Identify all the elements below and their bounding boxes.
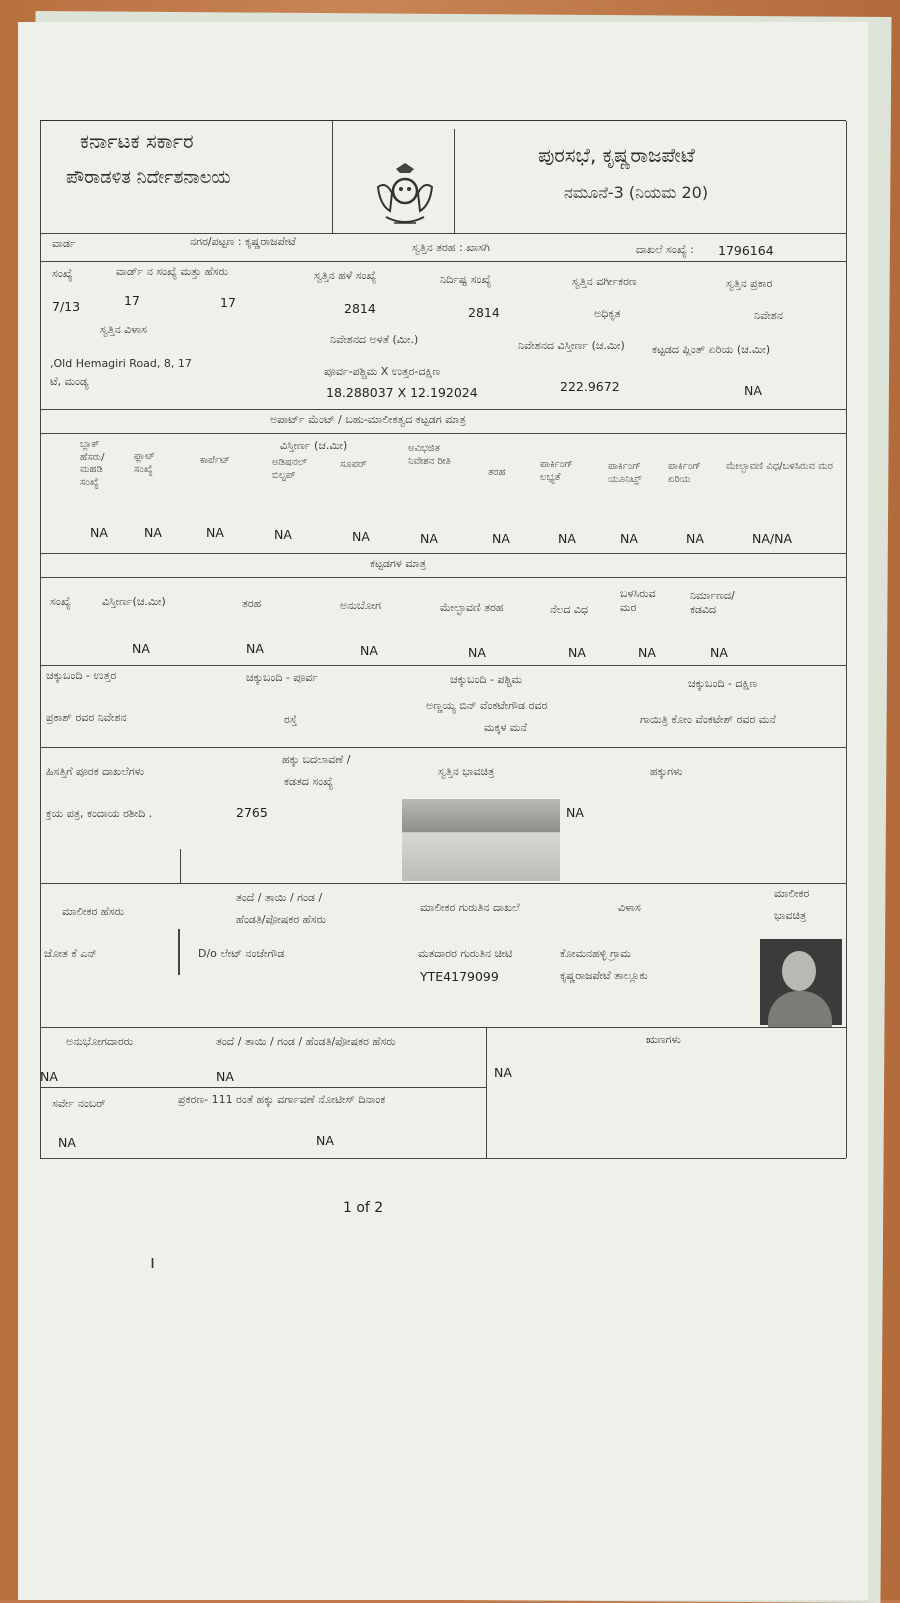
file-number: 2765 [236, 805, 268, 820]
row2-value-0: 7/13 [52, 299, 81, 314]
apartment-header-0: ಬ್ಲಾಕ್ ಹೆಸರು/ ಮಹಡಿ ಸಂಖ್ಯೆ [80, 439, 105, 488]
building-value-6: NA [710, 645, 728, 660]
apartment-value-1: NA [144, 525, 162, 540]
row2-value-1: 17 [124, 293, 140, 308]
owner-name-label: ಮಾಲೀಕರ ಹೆಸರು [62, 905, 125, 918]
survey-label: ಸರ್ವೇ ನಂಬರ್ [52, 1097, 106, 1110]
page-number: 1 of 2 [343, 1200, 384, 1216]
apartment-header-9: ಪಾರ್ಕಿಂಗ್ ಏರಿಯ [668, 461, 701, 485]
apartment-value-6: NA [492, 531, 510, 546]
row2-label-0: ಸಂಖ್ಯೆ [52, 267, 73, 280]
row2-value-3: 2814 [344, 301, 376, 316]
apartment-value-7: NA [558, 531, 576, 546]
building-header-6: ಬಳಸಿರುವ ಮರ [620, 587, 656, 614]
boundary-north: ಪ್ರಕಾಶ್ ರವರ ನಿವೇಶನ [46, 711, 127, 724]
enjoyer-label: ಅನುಭೋಗದಾರರು [66, 1035, 134, 1048]
transfer-label-1: ಹಕ್ಕು ಬದಲಾವಣೆ / [282, 753, 351, 766]
building-value-5: NA [638, 645, 656, 660]
enjoyer-value-1: NA [40, 1069, 58, 1084]
apartment-header-4: ಸೂಪರ್ [340, 459, 367, 470]
apartment-header-6: ತರಹ [488, 467, 506, 478]
apartment-value-0: NA [90, 525, 108, 540]
building-header-0: ಸಂಖ್ಯೆ [50, 595, 71, 608]
address-label: ಸ್ವತ್ತಿನ ವಿಳಾಸ [100, 323, 147, 336]
apartment-value-3: NA [274, 527, 292, 542]
town-label: ನಗರ/ಪಟ್ಟಣ : ಕೃಷ್ಣರಾಜಪೇಟೆ [190, 235, 296, 248]
notice-value: NA [316, 1133, 334, 1148]
plinth-value: NA [744, 383, 762, 398]
pen-mark: ı [150, 1252, 156, 1273]
site-area-label: ನಿವೇಶನದ ವಿಸ್ತೀರ್ಣ (ಚ.ಮೀ) [518, 339, 625, 352]
row2-label-5: ಸ್ವತ್ತಿನ ಪ್ರಕಾರ [726, 277, 773, 290]
property-form [40, 120, 846, 1201]
apartment-value-5: NA [420, 531, 438, 546]
apartment-value-2: NA [206, 525, 224, 540]
building-value-1: NA [246, 641, 264, 656]
owner-id-label: ಮಾಲೀಕರ ಗುರುತಿನ ದಾಖಲೆ [420, 901, 520, 914]
owner-photo-label-1: ಮಾಲೀಕರ [774, 887, 810, 900]
building-header-5: ನೆಲದ ವಿಧ [550, 603, 589, 616]
state-emblem-icon [366, 161, 444, 233]
document-page [18, 22, 868, 1600]
boundary-south: ಗಾಯಿತ್ರಿ ಕೋಂ ವೆಂಕಟೇಶ್ ರವರ ಮನೆ [640, 713, 776, 726]
owner-address-2: ಕೃಷ್ಣರಾಜಪೇಟೆ ತಾಲ್ಲೂಕು [560, 969, 648, 982]
owner-parent-label-2: ಹೆಂಡತಿ/ಪೋಷಕರ ಹೆಸರು [236, 913, 326, 926]
apartment-header-3: ಅಡಿಷನಲ್ ಬಿಲ್ಟಪ್ [272, 457, 307, 481]
building-value-3: NA [468, 645, 486, 660]
apartment-header-8: ಪಾರ್ಕಿಂಗ್ ಯೂನಿಟ್ಸ್ [608, 461, 642, 485]
enjoyer-value-2: NA [216, 1069, 234, 1084]
building-header-2: ತರಹ [242, 597, 262, 610]
apartment-value-10: NA/NA [752, 531, 793, 546]
dimension-sub: ಪೂರ್ವ-ಪಶ್ಚಿಮ X ಉತ್ತರ-ದಕ್ಷಿಣ [324, 365, 441, 378]
row2-value-5: ಅಧಿಕೃತ [594, 307, 621, 320]
row2-label-1: ವಾರ್ಡ್ ನ ಸಂಖ್ಯೆ ಮತ್ತು ಹೆಸರು [116, 265, 228, 278]
apartment-header-2: ಕಾರ್ಪೆಟ್ [200, 455, 230, 466]
owner-id-type: ಮತದಾರರ ಗುರುತಿನ ಚೀಟಿ [418, 947, 513, 960]
row2-value-4: 2814 [468, 305, 500, 320]
apartment-header-10: ಮೇಲ್ಛಾವಣಿ ವಿಧ/ಬಳಸಿರುವ ಮರ [726, 461, 833, 472]
plinth-label: ಕಟ್ಟಡದ ಪ್ಲಿಂತ್ ಏರಿಯ (ಚ.ಮೀ) [652, 343, 771, 356]
building-value-2: NA [360, 643, 378, 658]
building-value-4: NA [568, 645, 586, 660]
apartment-value-8: NA [620, 531, 638, 546]
owner-parent: D/o ಲೇಟ್ ನಂಜೇಗೌಡ [198, 947, 285, 960]
apartment-area-group: ವಿಸ್ತೀರ್ಣ (ಚ.ಮೀ) [280, 439, 348, 452]
dimension-label: ನಿವೇಶನದ ಅಳತೆ (ಮೀ.) [330, 333, 419, 346]
row1-prefix: ವಾರ್ಡ [52, 237, 76, 250]
deed-label: ಕ್ರಯ ಪತ್ರ, ಕಂದಾಯ ರಶೀದಿ . [46, 807, 153, 820]
boundary-east: ರಸ್ತೆ [284, 713, 298, 726]
building-header-1: ವಿಸ್ತೀರ್ಣ(ಚ.ಮೀ) [102, 595, 166, 608]
dept-line-2: ಪೌರಾಡಳಿತ ನಿರ್ದೇಶನಾಲಯ [66, 167, 231, 188]
boundary-west-label: ಚಕ್ಕುಬಂದಿ - ಪಶ್ಚಿಮ [450, 673, 523, 686]
support-docs-label: ಹಿಸತ್ತಿಗೆ ಪೂರಕ ದಾಖಲೆಗಳು [46, 765, 145, 778]
row2-label-2: ಸ್ವತ್ತಿನ ಹಳೆ ಸಂಖ್ಯೆ [314, 269, 377, 282]
property-address-2: ಟೆ, ಮಂಡ್ಯ [50, 375, 89, 388]
apartment-header-1: ಫ್ಲಾಟ್ ಸಂಖ್ಯೆ [134, 451, 155, 475]
enjoyer-parent-label: ತಂದೆ / ತಾಯಿ / ಗಂಡ / ಹೆಂಡತಿ/ಪೋಷಕರ ಹೆಸರು [216, 1035, 396, 1048]
building-value-0: NA [132, 641, 150, 656]
rights-label: ಹಕ್ಕುಗಳು [650, 765, 683, 778]
apartment-header-5: ಅವಿಭಜಿತ ನಿವೇಶನ ರೀತಿ [408, 443, 451, 467]
building-title: ಕಟ್ಟಡಗಳ ಮಾತ್ರ [370, 557, 426, 570]
notice-label: ಪ್ರಕರಣ- 111 ರಂತೆ ಹಕ್ಕು ವರ್ಗಾವಣೆ ನೋಟೀಸ್ ದಿನಾಂಕ [178, 1093, 386, 1106]
boundary-east-label: ಚಕ್ಕುಬಂದಿ - ಪೂರ್ವ [246, 671, 319, 684]
row2-value-6: ನಿವೇಶನ [754, 309, 783, 322]
boundary-west-1: ಅಣ್ಣಯ್ಯ ಬಿನ್ ವೆಂಕಟೇಗೌಡ ರವರ [426, 699, 548, 712]
owner-name: ಜೋತ ಕೆ ಎನ್ [44, 947, 97, 960]
building-header-3: ಅನುಬೋಗ [340, 599, 381, 612]
property-photo-label: ಸ್ವತ್ತಿನ ಭಾವಚಿತ್ರ [438, 765, 495, 778]
row2-label-3: ನಿರ್ದಿಷ್ಟ ಸಂಖ್ಯೆ [440, 273, 492, 286]
entry-no-label: ದಾಖಲೆ ಸಂಖ್ಯೆ : [636, 243, 694, 256]
boundary-west-2: ಮಕ್ಕಳ ಮನೆ [484, 721, 527, 734]
building-header-4: ಮೇಲ್ಛಾವಣಿ ತರಹ [440, 601, 504, 614]
dept-line-1: ಕರ್ನಾಟಕ ಸರ್ಕಾರ [80, 129, 194, 153]
property-type-label: ಸ್ವತ್ತಿನ ತರಹ : ಖಾಸಗಿ [412, 241, 490, 254]
property-address: ,Old Hemagiri Road, 8, 17 [50, 357, 192, 370]
owner-photo-label-2: ಭಾವಚಿತ್ರ [774, 909, 807, 922]
apartment-title: ಅಪಾರ್ಟ್ ಮೆಂಟ್ / ಬಹು-ಮಾಲೀಕತ್ವದ ಕಟ್ಟಡಗ ಮಾತ್ರ [270, 413, 466, 426]
boundary-north-label: ಚಕ್ಕುಬಂದಿ - ಉತ್ತರ [46, 669, 117, 682]
dimension-value: 18.288037 X 12.192024 [326, 385, 478, 400]
apartment-value-4: NA [352, 529, 370, 544]
property-photo [402, 799, 560, 881]
boundary-south-label: ಚಕ್ಕುಬಂದಿ - ದಕ್ಷಿಣ [688, 677, 758, 690]
building-header-7: ನಿರ್ಮಾಣದ/ ಕಡವಿದ [690, 589, 735, 616]
row2-value-2: 17 [220, 295, 236, 310]
apartment-value-9: NA [686, 531, 704, 546]
form-number: ನಮೂನೆ-3 (ನಿಯಮ 20) [564, 183, 709, 202]
site-area-value: 222.9672 [560, 379, 620, 394]
municipality-title: ಪುರಸಭೆ, ಕೃಷ್ಣರಾಜಪೇಟೆ [538, 143, 695, 167]
loans-value: NA [494, 1065, 512, 1080]
rights-value: NA [566, 805, 584, 820]
owner-parent-label-1: ತಂದೆ / ತಾಯಿ / ಗಂಡ / [236, 891, 323, 904]
owner-id-number: YTE4179099 [420, 969, 499, 984]
owner-address-1: ಕೋಮನಹಳ್ಳಿ ಗ್ರಾಮ [560, 947, 631, 960]
loans-label: ಋಣಗಳು [646, 1033, 681, 1046]
row2-label-4: ಸ್ವತ್ತಿನ ವರ್ಗೀಕರಣ [572, 275, 637, 288]
transfer-label-2: ಕಡತದ ಸಂಖ್ಯೆ [284, 775, 334, 788]
owner-photo [760, 939, 842, 1025]
apartment-header-7: ಪಾರ್ಕಿಂಗ್ ಲಭ್ಯತೆ [540, 459, 573, 483]
owner-address-label: ವಿಳಾಸ [618, 901, 641, 914]
survey-value: NA [58, 1135, 76, 1150]
entry-no: 1796164 [718, 243, 774, 258]
